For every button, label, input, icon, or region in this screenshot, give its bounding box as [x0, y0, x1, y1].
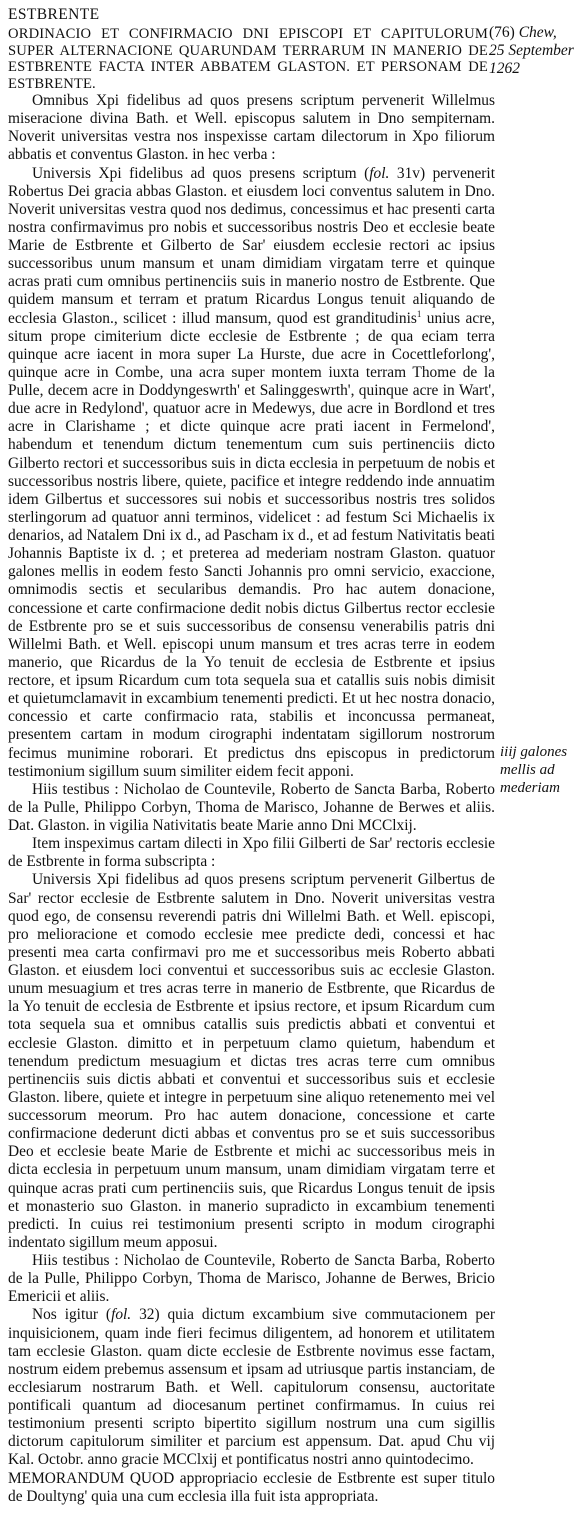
side-note-line-1: iiij galones	[500, 744, 568, 760]
margin-date: 25 September	[489, 42, 574, 59]
paragraph-witnesses-2: Hiis testibus : Nicholao de Countevile, Roberto de Sancta Barba, Roberto de la Pulle, Philippo Corbyn, Thoma de Marisco, Johanne de Berwes, Bricio Emericii et aliis.	[8, 1252, 495, 1306]
paragraph-abbot-charter	[8, 165, 495, 781]
charter-title	[8, 26, 488, 92]
margin-side-note	[500, 743, 576, 797]
margin-line-1	[489, 24, 575, 42]
footnote-marker: 1	[416, 308, 422, 319]
charter-title-text: ORDINACIO ET CONFIRMACIO DNI EPISCOPI ET CAPITULORUM SUPER ALTERNACIONE QUARUNDAM TERRARUM IN MANERIO DE ESTBRENTE FACTA INTER ABBATEM GLASTON. ET PERSONAM DE ESTBRENTE.	[8, 26, 488, 92]
side-note-line-2: mellis ad	[500, 762, 555, 779]
text-run: Nos igitur (	[32, 1306, 112, 1324]
margin-date-note	[489, 24, 575, 78]
side-note-line-3: mederiam	[500, 780, 560, 797]
text-run: Universis Xpi fidelibus ad quos presens scriptum (	[32, 164, 370, 182]
paragraph-witnesses-1: Hiis testibus : Nicholao de Countevile, Roberto de Sancta Barba, Roberto de la Pulle, Philippo Corbyn, Thoma de Marisco, Johanne de Berwes et aliis. Dat. Glaston. in vigilia Nativitatis beate Marie anno Dni MCClxij.	[8, 780, 495, 834]
folio-ref: fol.	[111, 1306, 132, 1324]
paragraph-inspeximus: Item inspeximus cartam dilecti in Xpo filii Gilberti de Sar' rectoris ecclesie de Estbrente in forma subscripta :	[8, 835, 495, 871]
charter-number: (76)	[489, 24, 515, 41]
paragraph-confirmation	[8, 1306, 495, 1469]
folio-ref: fol.	[369, 164, 390, 182]
margin-place: Chew,	[518, 24, 557, 41]
charter-body	[8, 92, 495, 1506]
paragraph-salutation: Omnibus Xpi fidelibus ad quos presens scriptum pervenerit Willelmus miseracione divina Bath. et Well. episcopus salutem in Dno sempiternam. Noverit universitas vestra nos inspexisse cartam dilectorum in Xpo filiorum abbatis et conventus Glaston. in hec verba :	[8, 92, 495, 164]
paragraph-memorandum: MEMORANDUM QUOD appropriacio ecclesie de Estbrente est super titulo de Doultyng' quia una cum ecclesia illa fuit ista appropriata.	[8, 1469, 495, 1505]
text-run: unius acre, situm prope cimiterium dicte ecclesie de Estbrente ; de qua eciam terra quinque acre iacent in mora super La Hurste, due acre in Cocettleforlong', quinque acre in Combe, una acra super montem iuxta terram Thome de la Pulle, decem acre in Doddyngeswrth' et Salinggeswrth', quinque acre in Wart', due acre in Redylond', quatuor acre in Medewys, due acre in Bordlond et tres acre in Clarishame ; et dicte quinque acre prati iacent in Fermelond', habendum et tenendum dictum tenementum cum suis pertinenciis dicto Gilberto rectori et successoribus suis in dicta ecclesia in perpetuum de nobis et successoribus nostris libere, quiete, pacifice et integre reddendo inde annuatim idem Gilbertus et successores sui nobis et successoribus nostris tres solidos sterlingorum ad quatuor anni terminos, videlicet : ad festum Sci Michaelis ix denarios, ad Natalem Dni ix d., ad Pascham ix d., et ad festum Nativitatis beati Johannis Baptiste ix d. ; et preterea ad mederiam nostram Glaston. quatuor galones mellis in eodem festo Sancti Johannis pro omni servicio, exaccione, omnimodis sectis et secularibus demandis. Pro hac autem donacione, concessione et carte confirmacione dedit nobis dictus Gilbertus rector ecclesie de Estbrente pro se et suis successoribus de consensu venerabilis patris dni Willelmi Bath. et Well. episcopi unum mansum et tres acras terre in eodem manerio, que Ricardus de la Yo tenuit de ecclesia de Estbrente et ipsius rectore, et ipsum Ricardum cum tota sequela sua et catallis suis nobis dimisit et quietumclamavit in excambium tenementi predicti. Et ut hec nostra donacio, concessio et carte confirmacio rata, stabilis et inconcussa permaneat, presentem cartam in modum cirographi indentatam sigillorum nostrorum fecimus munimine roborari. Et predictus dns episcopus in predictorum testimonium sigillum suum similiter eidem fecit apponi.	[8, 309, 496, 780]
place-heading: ESTBRENTE	[8, 6, 100, 23]
paragraph-rector-charter: Universis Xpi fidelibus ad quos presens scriptum pervenerit Gilbertus de Sar' rector ecclesie de Estbrente salutem in Dno. Noverit universitas vestra quod ego, de consensu reverendi patris dni Willelmi Bath. et Well. episcopi, pro melioracione et comodo ecclesie mee predicte dedi, concessi et hac presenti mea carta confirmavi pro me et successoribus meis Roberto abbati Glaston. et eiusdem loci conventui et successoribus suis ac ecclesie Glaston. unum mesuagium et tres acras terre in manerio de Estbrente, que Ricardus de la Yo tenuit de ecclesia de Estbrente et ipsius rectore, et ipsum Ricardum cum tota sequela sua et omnibus catallis suis predictis abbati et conventui et ecclesie Glaston. dimitto et in perpetuum clamo quietum, habendum et tenendum predictum mesuagium et dictas tres acras terre cum omnibus pertinenciis suis dictis abbati et conventui et successoribus suis et ecclesie Glaston. libere, quiete et integre in perpetuum sine aliquo retenemento mei vel successorum meorum. Pro hac autem donacione, concessione et carte confirmacione dederunt dicti abbas et conventus pro se et suis successoribus Deo et ecclesie beate Marie de Estbrente et michi ac successoribus meis in dicta ecclesia in perpetuum unum mansum, unam dimidiam virgatam terre et quinque acras prati cum pertinenciis suis, que Ricardus Longus tenuit de ipsis et monasterio suo Glaston. in manerio supradicto in excambium tenementi predicti. In cuius rei testimonium presenti scripto in modum cirographi indentato sigillum meum apposui.	[8, 871, 495, 1251]
text-run: 32) quia dictum excambium sive commutacionem per inquisicionem, quam inde fieri fecimus diligentem, ad honorem et utilitatem tam ecclesie Glaston. quam dicte ecclesie de Estbrente novimus esse factam, nostrum eidem prebemus assensum et ipsam ad utriusque partis instanciam, de ecclesiarum nostrarum Bath. et Well. capitulorum consensu, auctoritate pontificali quantum ad diocesanum pertinet confirmamus. In cuius rei testimonium presenti scripto bipertito sigillum nostrum una cum sigillis dictorum capitulorum similiter et parcium est appensum. Dat. apud Chu vij Kal. Octobr. anno gracie MCClxij et pontificatus nostri anno quintodecimo.	[8, 1306, 495, 1469]
text-run: 31v) pervenerit Robertus Dei gracia abbas Glaston. et eiusdem loci conventus salutem in Dno. Noverit universitas vestra quod nos dedimus, concessimus et hac presenti carta nostra confirmavimus pro nobis et successoribus nostris Deo et ecclesie beate Marie de Estbrente et Gilberto de Sar' eiusdem ecclesie rectori ac ipsius successoribus unum mansum et unam dimidiam virgatam terre et quinque acras prati cum omnibus pertinenciis suis in manerio nostro de Estbrente. Que quidem mansum et terram et pratum Ricardus Longus tenuit aliquando de ecclesia Glaston., scilicet : illud mansum, quod est granditudinis	[8, 164, 495, 327]
margin-year: 1262	[489, 60, 520, 77]
